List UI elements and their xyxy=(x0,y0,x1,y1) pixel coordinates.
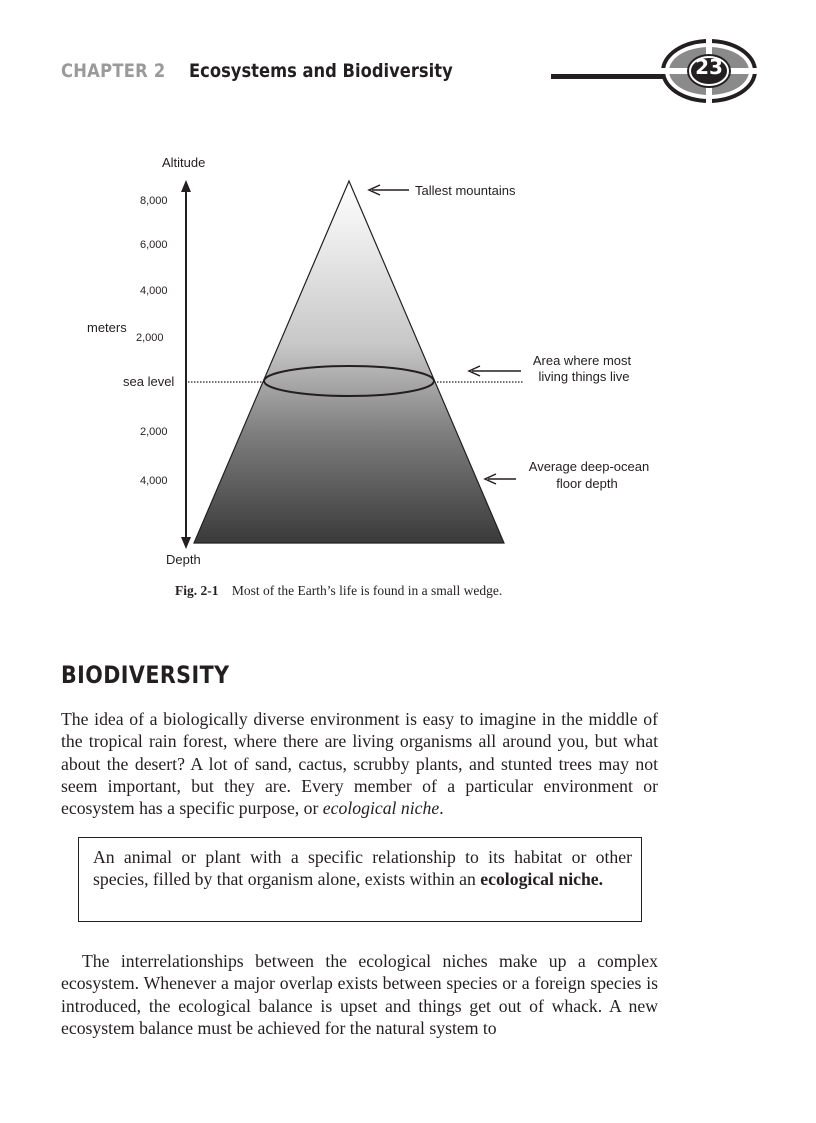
figure-caption-text: Most of the Earth’s life is found in a small wedge. xyxy=(231,583,503,598)
tick-label: 6,000 xyxy=(140,239,168,251)
altitude-diagram xyxy=(0,140,816,580)
tick-label: 4,000 xyxy=(140,285,168,297)
axis-down-arrow-icon xyxy=(181,537,191,549)
axis-title-altitude: Altitude xyxy=(162,155,206,170)
section-heading: BIODIVERSITY xyxy=(61,661,230,689)
label-tallest-mountains: Tallest mountains xyxy=(415,183,516,198)
figure-2-1 xyxy=(0,140,816,580)
label-ocean-depth-line2: floor depth xyxy=(556,476,618,491)
paragraph-interrelationships: The interrelationships between the ecological niches make up a complex ecosystem. Whenever a major overlap exists between species or a foreign species is introduced, the ecological balance is upset and things get out of whack. A new ecosystem balance must be achieved for the natural system to xyxy=(61,951,658,1038)
chapter-label: CHAPTER 2 xyxy=(61,60,166,82)
definition-term: ecological niche. xyxy=(480,869,604,890)
axis-up-arrow-icon xyxy=(181,180,191,192)
figure-caption xyxy=(175,583,502,599)
tick-label-sea-level: sea level xyxy=(123,374,175,389)
tick-label: 4,000 xyxy=(140,475,168,487)
definition-text: An animal or plant with a specific relationship to its habitat or other species, filled by that organism alone, exists within an xyxy=(93,847,632,890)
axis-unit-label: meters xyxy=(87,320,127,335)
paragraph-intro-term: ecological niche xyxy=(322,798,440,819)
paragraph-intro-text: The idea of a biologically diverse environment is easy to imagine in the middle of the tropical rain forest, where there are living organisms all around you, but what about the desert? A lot of sand, cactus, scrubby plants, and stunted trees may not seem important, but they are. Every member of a particular environment or ecosystem has a specific purpose, or xyxy=(61,709,658,819)
label-life-zone-line2: living things live xyxy=(538,369,630,384)
axis-title-depth: Depth xyxy=(166,552,201,567)
paragraph-intro xyxy=(61,708,658,819)
tick-label: 8,000 xyxy=(140,195,168,207)
page-number: 23 xyxy=(695,55,723,79)
tick-label: 2,000 xyxy=(136,332,164,344)
definition-box xyxy=(78,837,642,922)
tick-label: 2,000 xyxy=(140,426,168,438)
label-ocean-depth-line1: Average deep-ocean xyxy=(528,459,650,474)
running-header xyxy=(61,55,761,110)
earth-pyramid xyxy=(194,181,504,543)
label-life-zone-line1: Area where most xyxy=(532,353,632,368)
paragraph-intro-end: . xyxy=(439,798,444,819)
chapter-title: Ecosystems and Biodiversity xyxy=(189,60,453,82)
figure-number: Fig. 2-1 xyxy=(175,583,219,598)
